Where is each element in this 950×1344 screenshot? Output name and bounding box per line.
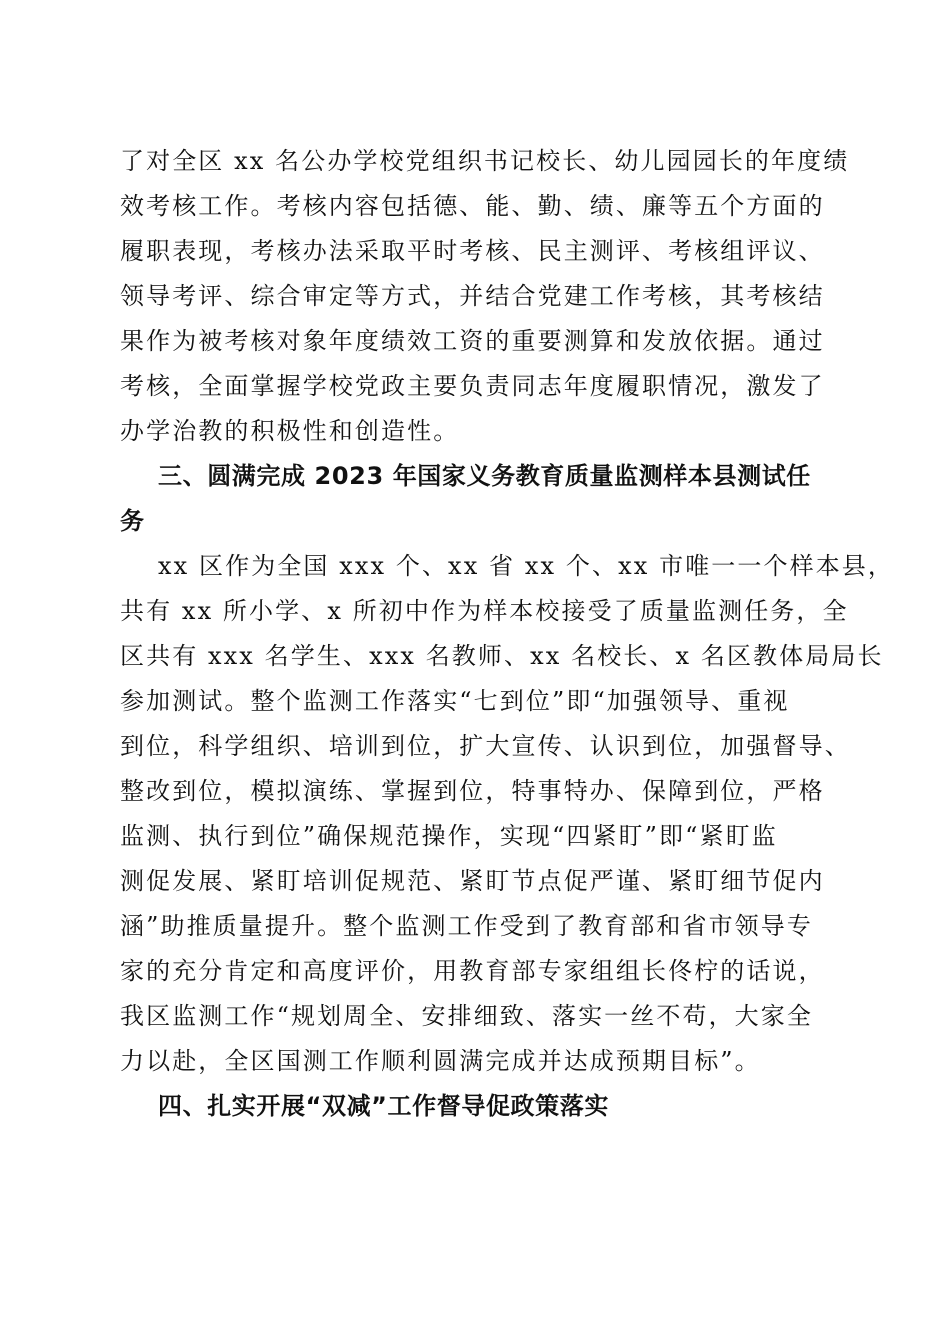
text-line: 到位，科学组织、培训到位，扩大宣传、认识到位，加强督导、 [120,732,851,760]
text-line: 我区监测工作“规划周全、安排细致、落实一丝不苟，大家全 [120,1002,813,1030]
text-line: 了对全区 xx 名公办学校党组织书记校长、幼儿园园长的年度绩 [120,147,850,175]
heading-line: 四、扎实开展“双减”工作督导促政策落实 [158,1092,609,1120]
text-line: 参加测试。整个监测工作落实“七到位”即“加强领导、重视 [120,687,790,715]
text-line: 效考核工作。考核内容包括德、能、勤、绩、廉等五个方面的 [120,192,825,220]
text-line: 履职表现，考核办法采取平时考核、民主测评、考核组评议、 [120,237,825,265]
heading-line: 三、圆满完成 2023 年国家义务教育质量监测样本县测试任 [158,462,811,490]
heading-line: 务 [120,507,145,535]
text-line: 整改到位，模拟演练、掌握到位，特事特办、保障到位，严格 [120,777,825,805]
text-line: 测促发展、紧盯培训促规范、紧盯节点促严谨、紧盯细节促内 [120,867,825,895]
text-line: 果作为被考核对象年度绩效工资的重要测算和发放依据。通过 [120,327,825,355]
text-line: 力以赴，全区国测工作顺利圆满完成并达成预期目标”。 [120,1047,761,1075]
text-line: 涵”助推质量提升。整个监测工作受到了教育部和省市领导专 [120,912,813,940]
text-line: 共有 xx 所小学、x 所初中作为样本校接受了质量监测任务，全 [120,597,849,625]
text-line: 家的充分肯定和高度评价，用教育部专家组组长佟柠的话说， [120,957,825,985]
text-line: xx 区作为全国 xxx 个、xx 省 xx 个、xx 市唯一一个样本县， [158,552,894,580]
text-line: 办学治教的积极性和创造性。 [120,417,460,445]
text-line: 考核，全面掌握学校党政主要负责同志年度履职情况，激发了 [120,372,825,400]
text-line: 区共有 xxx 名学生、xxx 名教师、xx 名校长、x 名区教体局局长 [120,642,884,670]
text-line: 领导考评、综合审定等方式，并结合党建工作考核，其考核结 [120,282,825,310]
text-line: 监测、执行到位”确保规范操作，实现“四紧盯”即“紧盯监 [120,822,778,850]
